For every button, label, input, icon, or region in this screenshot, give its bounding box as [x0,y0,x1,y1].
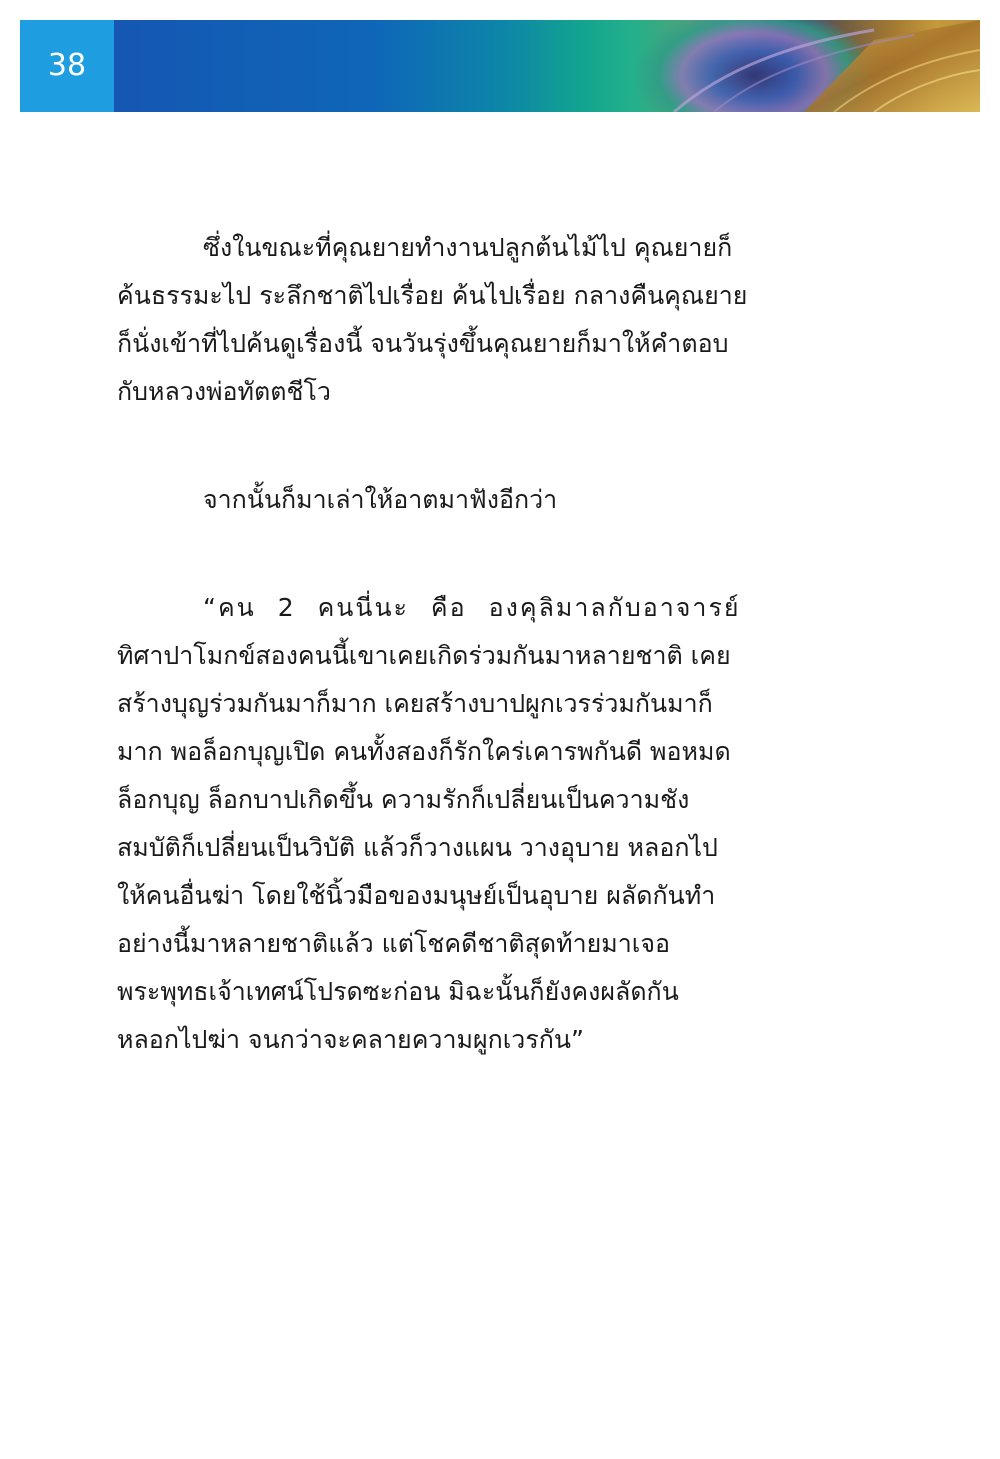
text-line: ล็อกบุญ ล็อกบาปเกิดขึ้น ความรักก็เปลี่ยนเป็นความชัง [117,785,690,814]
text-line: สมบัติก็เปลี่ยนเป็นวิบัติ แล้วก็วางแผน วางอุบาย หลอกไป [117,833,718,862]
text-line: อย่างนี้มาหลายชาติแล้ว แต่โชคดีชาติสุดท้ายมาเจอ [117,929,670,958]
text-line: ค้นธรรมะไป ระลึกชาติไปเรื่อย ค้นไปเรื่อย กลางคืนคุณยาย [117,281,748,310]
text-line: ก็นั่งเข้าที่ไปค้นดูเรื่องนี้ จนวันรุ่งขึ้นคุณยายก็มาให้คำตอบ [117,329,729,358]
text-line: มาก พอล็อกบุญเปิด คนทั้งสองก็รักใคร่เคารพกันดี พอหมด [117,737,731,766]
paragraph-1 [117,224,777,416]
text-line: ทิศาปาโมกข์สองคนนี้เขาเคยเกิดร่วมกันมาหลายชาติ เคย [117,641,731,670]
text-line: กับหลวงพ่อทัตตชีโว [117,377,331,406]
text-line: “คน 2 คนนี่นะ คือ องคุลิมาลกับอาจารย์ [203,593,741,622]
text-line: พระพุทธเจ้าเทศน์โปรดซะก่อน มิฉะนั้นก็ยังคงผลัดกัน [117,977,679,1006]
paragraph-3 [117,584,777,1064]
peacock-feather-image [114,20,980,112]
page-header [20,20,980,112]
page-number-box [20,20,114,112]
text-line: ให้คนอื่นฆ่า โดยใช้นิ้วมือของมนุษย์เป็นอุบาย ผลัดกันทำ [117,881,716,910]
text-line: จากนั้นก็มาเล่าให้อาตมาฟังอีกว่า [203,485,558,514]
body-text [117,224,777,1124]
text-line: สร้างบุญร่วมกันมาก็มาก เคยสร้างบาปผูกเวรร่วมกันมาก็ [117,689,713,718]
page-number: 38 [47,48,87,83]
text-line: หลอกไปฆ่า จนกว่าจะคลายความผูกเวรกัน” [117,1025,584,1054]
peacock-feather-banner [114,20,980,112]
paragraph-2 [117,476,777,524]
text-line: ซึ่งในขณะที่คุณยายทำงานปลูกต้นไม้ไป คุณยายก็ [203,233,733,262]
